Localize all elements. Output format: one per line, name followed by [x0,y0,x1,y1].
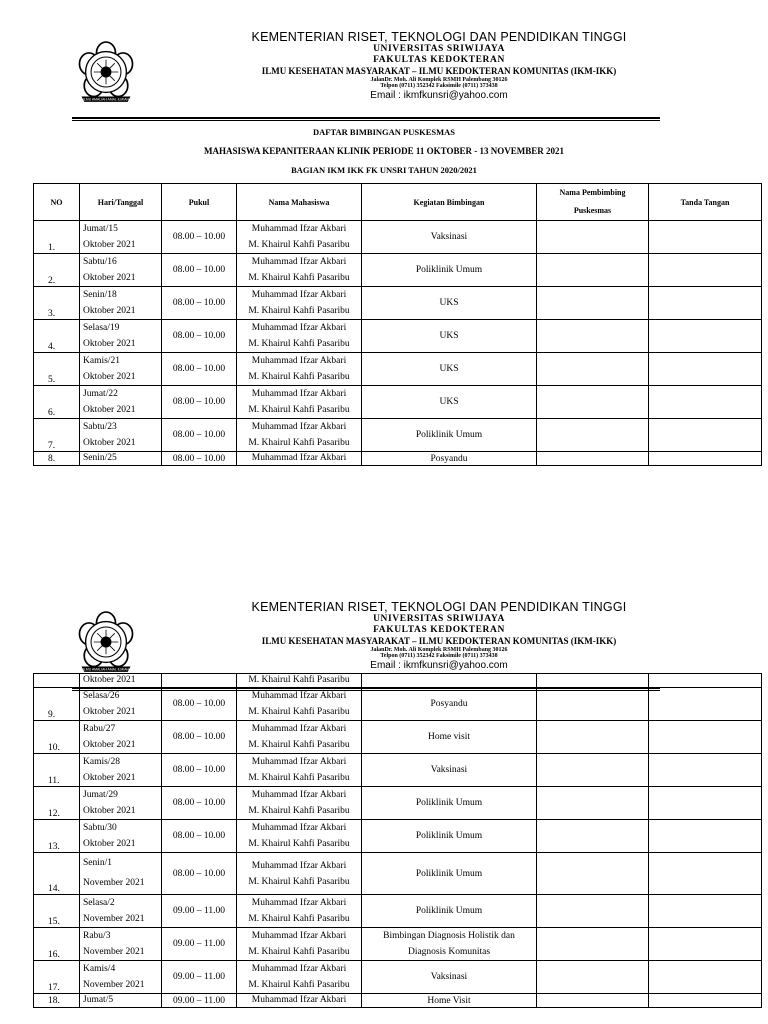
cell-supervisor [537,287,649,320]
cell-date-month: November 2021 [83,980,145,990]
cell-student [237,787,362,820]
cell-time: 08.00 – 10.00 [162,353,237,386]
cell-student-1: Muhammad Ifzar Akbari [251,860,347,871]
faculty-name: FAKULTAS KEDOKTERAN [373,625,505,636]
document-page-1 [0,0,768,470]
cell-date [80,787,162,820]
cell-time: 08.00 – 10.00 [162,787,237,820]
cell-signature [649,353,762,386]
cell-date-month: Oktober 2021 [83,773,136,783]
header-supervisor-line2: Puskesmas [573,206,612,215]
cell-date [80,287,162,320]
cell-time: 08.00 – 10.00 [162,221,237,254]
cell-activity: Poliklinik Umum [362,419,537,452]
cell-date [80,754,162,787]
cell-no: 17. [34,961,80,994]
cell-signature [649,419,762,452]
cell-time: 08.00 – 10.00 [162,320,237,353]
document-subtitle-department: BAGIAN IKM IKK FK UNSRI TAHUN 2020/2021 [291,165,477,175]
cell-no: 16. [34,928,80,961]
table-row [34,419,762,452]
cell-supervisor [537,853,649,895]
cell-date-day: Sabtu/16 [83,257,117,267]
cell-student-2: M. Khairul Kahfi Pasaribu [248,876,350,887]
cell-student-1: Muhammad Ifzar Akbari [251,931,347,941]
cell-student-2: M. Khairul Kahfi Pasaribu [248,839,350,849]
cell-student [237,994,362,1008]
cell-activity: Home Visit [362,994,537,1008]
document-page-2 [0,570,768,1024]
cell-date-day: Jumat/29 [83,790,118,800]
cell-date-day: Kamis/4 [83,964,116,974]
cell-student-1: Muhammad Ifzar Akbari [251,453,347,463]
cell-no: 4. [34,320,80,353]
cell-date-day: Senin/1 [83,858,113,868]
cell-time: 08.00 – 10.00 [162,820,237,853]
cell-date-month: Oktober 2021 [83,438,136,448]
cell-date-month: Oktober 2021 [83,240,136,250]
cell-activity: UKS [362,386,537,419]
cell-student [237,895,362,928]
letterhead-text [150,30,728,102]
cell-no: 13. [34,820,80,853]
cell-student-2: M. Khairul Kahfi Pasaribu [248,273,350,283]
university-name: UNIVERSITAS SRIWIJAYA [373,614,505,625]
cell-time: 08.00 – 10.00 [162,721,237,754]
table-row [34,928,762,961]
header-supervisor [537,184,649,221]
phone-fax: Telpon (0711) 352342 Faksimile (0711) 373438 [380,653,498,660]
cell-time: 08.00 – 10.00 [162,688,237,721]
cell-signature [649,895,762,928]
cell-date-month: Oktober 2021 [83,306,136,316]
cell-supervisor [537,688,649,721]
cell-student-2: M. Khairul Kahfi Pasaribu [248,740,350,750]
cell-signature [649,254,762,287]
cell-activity: Home visit [362,721,537,754]
cell-signature [649,961,762,994]
university-seal-logo [72,38,140,106]
cell-student-2: M. Khairul Kahfi Pasaribu [248,240,350,250]
cell-date-month: Oktober 2021 [83,707,136,717]
cell-date-month: Oktober 2021 [83,740,136,750]
table-row [34,287,762,320]
cell-supervisor [537,754,649,787]
cell-time: 08.00 – 10.00 [162,254,237,287]
cell-student [237,386,362,419]
cell-date-day: Sabtu/30 [83,823,117,833]
cell-student-2: M. Khairul Kahfi Pasaribu [248,773,350,783]
email: Email : ikmfkunsri@yahoo.com [370,90,508,102]
cell-signature [649,688,762,721]
cell-student-2: M. Khairul Kahfi Pasaribu [248,914,350,924]
cell-activity: Vaksinasi [362,754,537,787]
table-body [34,674,762,1008]
cell-date [80,419,162,452]
cell-supervisor [537,820,649,853]
cell-student [237,721,362,754]
cell-student-1: Muhammad Ifzar Akbari [251,790,347,800]
cell-no: 18. [34,994,80,1008]
cell-supervisor [537,353,649,386]
cell-time: 08.00 – 10.00 [162,853,237,895]
cell-time [162,674,237,688]
document-subtitle-period: MAHASISWA KEPANITERAAN KLINIK PERIODE 11 OKTOBER - 13 NOVEMBER 2021 [204,146,564,156]
cell-activity: Poliklinik Umum [362,254,537,287]
table-row [34,353,762,386]
cell-supervisor [537,221,649,254]
cell-supervisor [537,674,649,688]
ministry-name: KEMENTERIAN RISET, TEKNOLOGI DAN PENDIDIKAN TINGGI [251,600,627,614]
cell-student-1: Muhammad Ifzar Akbari [251,356,347,366]
cell-no: 1. [34,221,80,254]
cell-signature [649,928,762,961]
cell-date-day: Rabu/3 [83,931,111,941]
cell-student [237,853,362,895]
cell-time: 08.00 – 10.00 [162,386,237,419]
schedule-table [33,183,762,466]
cell-supervisor [537,721,649,754]
cell-date-month: November 2021 [83,878,145,888]
table-row [34,386,762,419]
cell-student-2: M. Khairul Kahfi Pasaribu [248,707,350,717]
cell-time: 08.00 – 10.00 [162,287,237,320]
cell-date-day: Jumat/15 [83,224,118,234]
cell-supervisor [537,320,649,353]
cell-student-1: Muhammad Ifzar Akbari [251,290,347,300]
table-row [34,320,762,353]
cell-student-2: M. Khairul Kahfi Pasaribu [248,980,350,990]
cell-student-1: Muhammad Ifzar Akbari [251,389,347,399]
logo-motto: ILMU AMALIAH AMAL ILMIAH [83,667,129,672]
cell-student-1: Muhammad Ifzar Akbari [251,964,347,974]
cell-supervisor [537,787,649,820]
table-row [34,221,762,254]
table-row [34,452,762,466]
cell-no: 11. [34,754,80,787]
cell-time: 09.00 – 11.00 [162,928,237,961]
cell-signature [649,721,762,754]
cell-student-1: Muhammad Ifzar Akbari [251,422,347,432]
cell-student [237,688,362,721]
cell-activity: Poliklinik Umum [362,820,537,853]
cell-no: 6. [34,386,80,419]
cell-student-1: Muhammad Ifzar Akbari [251,224,347,234]
schedule-table-continued [33,673,762,1008]
cell-student [237,254,362,287]
header-date: Hari/Tanggal [80,184,162,221]
cell-student-1: Muhammad Ifzar Akbari [251,691,347,701]
cell-activity: Poliklinik Umum [362,853,537,895]
cell-date [80,853,162,895]
cell-student-1: Muhammad Ifzar Akbari [251,323,347,333]
table-row [34,961,762,994]
cell-date-day: Kamis/28 [83,757,120,767]
cell-activity: UKS [362,320,537,353]
cell-date-day: Jumat/5 [83,995,114,1005]
cell-student [237,928,362,961]
address: JalanDr. Moh. Ali Komplek RSMH Palembang 30126 [370,76,508,83]
cell-date-day: Senin/25 [83,453,117,463]
cell-student-1: Muhammad Ifzar Akbari [251,257,347,267]
header-activity: Kegiatan Bimbingan [362,184,537,221]
cell-student: M. Khairul Kahfi Pasaribu [237,674,362,688]
cell-date [80,895,162,928]
cell-signature [649,820,762,853]
cell-student-2: M. Khairul Kahfi Pasaribu [248,806,350,816]
email: Email : ikmfkunsri@yahoo.com [370,660,508,672]
table-row [34,254,762,287]
cell-signature [649,994,762,1008]
cell-date [80,688,162,721]
header-no: NO [34,184,80,221]
cell-date-day: Rabu/27 [83,724,116,734]
cell-date-month: Oktober 2021 [83,372,136,382]
cell-time: 08.00 – 10.00 [162,452,237,466]
cell-date-month: November 2021 [83,914,145,924]
cell-time: 09.00 – 11.00 [162,994,237,1008]
cell-time: 08.00 – 10.00 [162,419,237,452]
university-name: UNIVERSITAS SRIWIJAYA [373,44,505,55]
cell-date [80,221,162,254]
cell-activity: Posyandu [362,452,537,466]
cell-date-day: Selasa/19 [83,323,120,333]
header-time: Pukul [162,184,237,221]
cell-student-2: M. Khairul Kahfi Pasaribu [248,339,350,349]
table-row-continuation [34,674,762,688]
cell-date-month: Oktober 2021 [83,405,136,415]
cell-date [80,320,162,353]
cell-student-2: M. Khairul Kahfi Pasaribu [248,306,350,316]
table-row [34,895,762,928]
cell-student-2: M. Khairul Kahfi Pasaribu [248,947,350,957]
cell-time: 09.00 – 11.00 [162,961,237,994]
cell-date-month: Oktober 2021 [83,339,136,349]
cell-date-day: Selasa/26 [83,691,120,701]
cell-date [80,386,162,419]
divider-thick [72,117,660,119]
cell-date-month: Oktober 2021 [83,806,136,816]
divider-thin [72,120,660,121]
cell-date [80,928,162,961]
letterhead [0,0,768,122]
department-name: ILMU KESEHATAN MASYARAKAT – ILMU KEDOKTERAN KOMUNITAS (IKM-IKK) [261,66,617,77]
table-header-row [34,184,762,221]
table-row [34,994,762,1008]
cell-date [80,353,162,386]
cell-student-1: Muhammad Ifzar Akbari [251,898,347,908]
cell-date [80,820,162,853]
cell-student [237,320,362,353]
cell-student-1: Muhammad Ifzar Akbari [251,823,347,833]
cell-signature [649,674,762,688]
cell-date [80,452,162,466]
table-row [34,853,762,895]
table-body [34,221,762,466]
cell-supervisor [537,386,649,419]
cell-student [237,452,362,466]
cell-activity: Vaksinasi [362,961,537,994]
cell-date-day: Sabtu/23 [83,422,117,432]
table-row [34,754,762,787]
faculty-name: FAKULTAS KEDOKTERAN [373,55,505,66]
cell-date-month: Oktober 2021 [83,273,136,283]
cell-no: 2. [34,254,80,287]
cell-supervisor [537,254,649,287]
cell-supervisor [537,419,649,452]
cell-activity: Poliklinik Umum [362,895,537,928]
cell-student [237,221,362,254]
cell-signature [649,853,762,895]
logo-motto: ILMU AMALIAH AMAL ILMIAH [83,97,129,102]
header-supervisor-line1: Nama Pembimbing [559,188,626,197]
cell-signature [649,221,762,254]
table-row [34,721,762,754]
cell-no: 9. [34,688,80,721]
cell-signature [649,452,762,466]
cell-date [80,254,162,287]
letterhead-slot [0,0,768,122]
cell-no: 7. [34,419,80,452]
cell-signature [649,386,762,419]
cell-no: 8. [34,452,80,466]
address: JalanDr. Moh. Ali Komplek RSMH Palembang 30126 [370,646,508,653]
header-student: Nama Mahasiswa [237,184,362,221]
cell-no [34,674,80,688]
cell-student-2: M. Khairul Kahfi Pasaribu [248,405,350,415]
cell-student [237,419,362,452]
cell-date-day: Jumat/22 [83,389,118,399]
cell-supervisor [537,994,649,1008]
cell-student-2: M. Khairul Kahfi Pasaribu [248,372,350,382]
cell-date [80,994,162,1008]
cell-activity: Posyandu [362,688,537,721]
letterhead-text [150,600,728,672]
cell-no: 10. [34,721,80,754]
table-row [34,820,762,853]
cell-student-1: Muhammad Ifzar Akbari [251,724,347,734]
cell-student [237,353,362,386]
cell-supervisor [537,895,649,928]
cell-no: 3. [34,287,80,320]
cell-no: 5. [34,353,80,386]
cell-student [237,820,362,853]
cell-signature [649,287,762,320]
table-row [34,787,762,820]
cell-activity: Poliklinik Umum [362,787,537,820]
cell-date-month: November 2021 [83,947,145,957]
header-signature: Tanda Tangan [649,184,762,221]
cell-date [80,721,162,754]
cell-no: 14. [34,853,80,895]
cell-time: 09.00 – 11.00 [162,895,237,928]
cell-student [237,961,362,994]
cell-student [237,287,362,320]
cell-student-2: M. Khairul Kahfi Pasaribu [248,438,350,448]
document-title: DAFTAR BIMBINGAN PUSKESMAS [313,127,455,137]
cell-supervisor [537,928,649,961]
cell-supervisor [537,452,649,466]
cell-date-day: Kamis/21 [83,356,120,366]
cell-activity: UKS [362,353,537,386]
cell-no: 15. [34,895,80,928]
cell-activity: UKS [362,287,537,320]
cell-date [80,961,162,994]
cell-no: 12. [34,787,80,820]
cell-student [237,754,362,787]
cell-signature [649,787,762,820]
cell-signature [649,754,762,787]
cell-time: 08.00 – 10.00 [162,754,237,787]
cell-student-1: Muhammad Ifzar Akbari [251,757,347,767]
cell-date: Oktober 2021 [80,674,162,688]
table-row [34,688,762,721]
cell-date-day: Senin/18 [83,290,117,300]
cell-student-1: Muhammad Ifzar Akbari [251,995,347,1005]
cell-date-month: Oktober 2021 [83,839,136,849]
cell-signature [649,320,762,353]
university-seal-logo [72,608,140,676]
ministry-name: KEMENTERIAN RISET, TEKNOLOGI DAN PENDIDIKAN TINGGI [251,30,627,44]
phone-fax: Telpon (0711) 352342 Faksimile (0711) 373438 [380,83,498,90]
cell-date-day: Selasa/2 [83,898,115,908]
department-name: ILMU KESEHATAN MASYARAKAT – ILMU KEDOKTERAN KOMUNITAS (IKM-IKK) [261,636,617,647]
cell-activity: Vaksinasi [362,221,537,254]
cell-activity: Bimbingan Diagnosis Holistik dan Diagnosis Komunitas [362,928,537,961]
cell-activity [362,674,537,688]
cell-supervisor [537,961,649,994]
